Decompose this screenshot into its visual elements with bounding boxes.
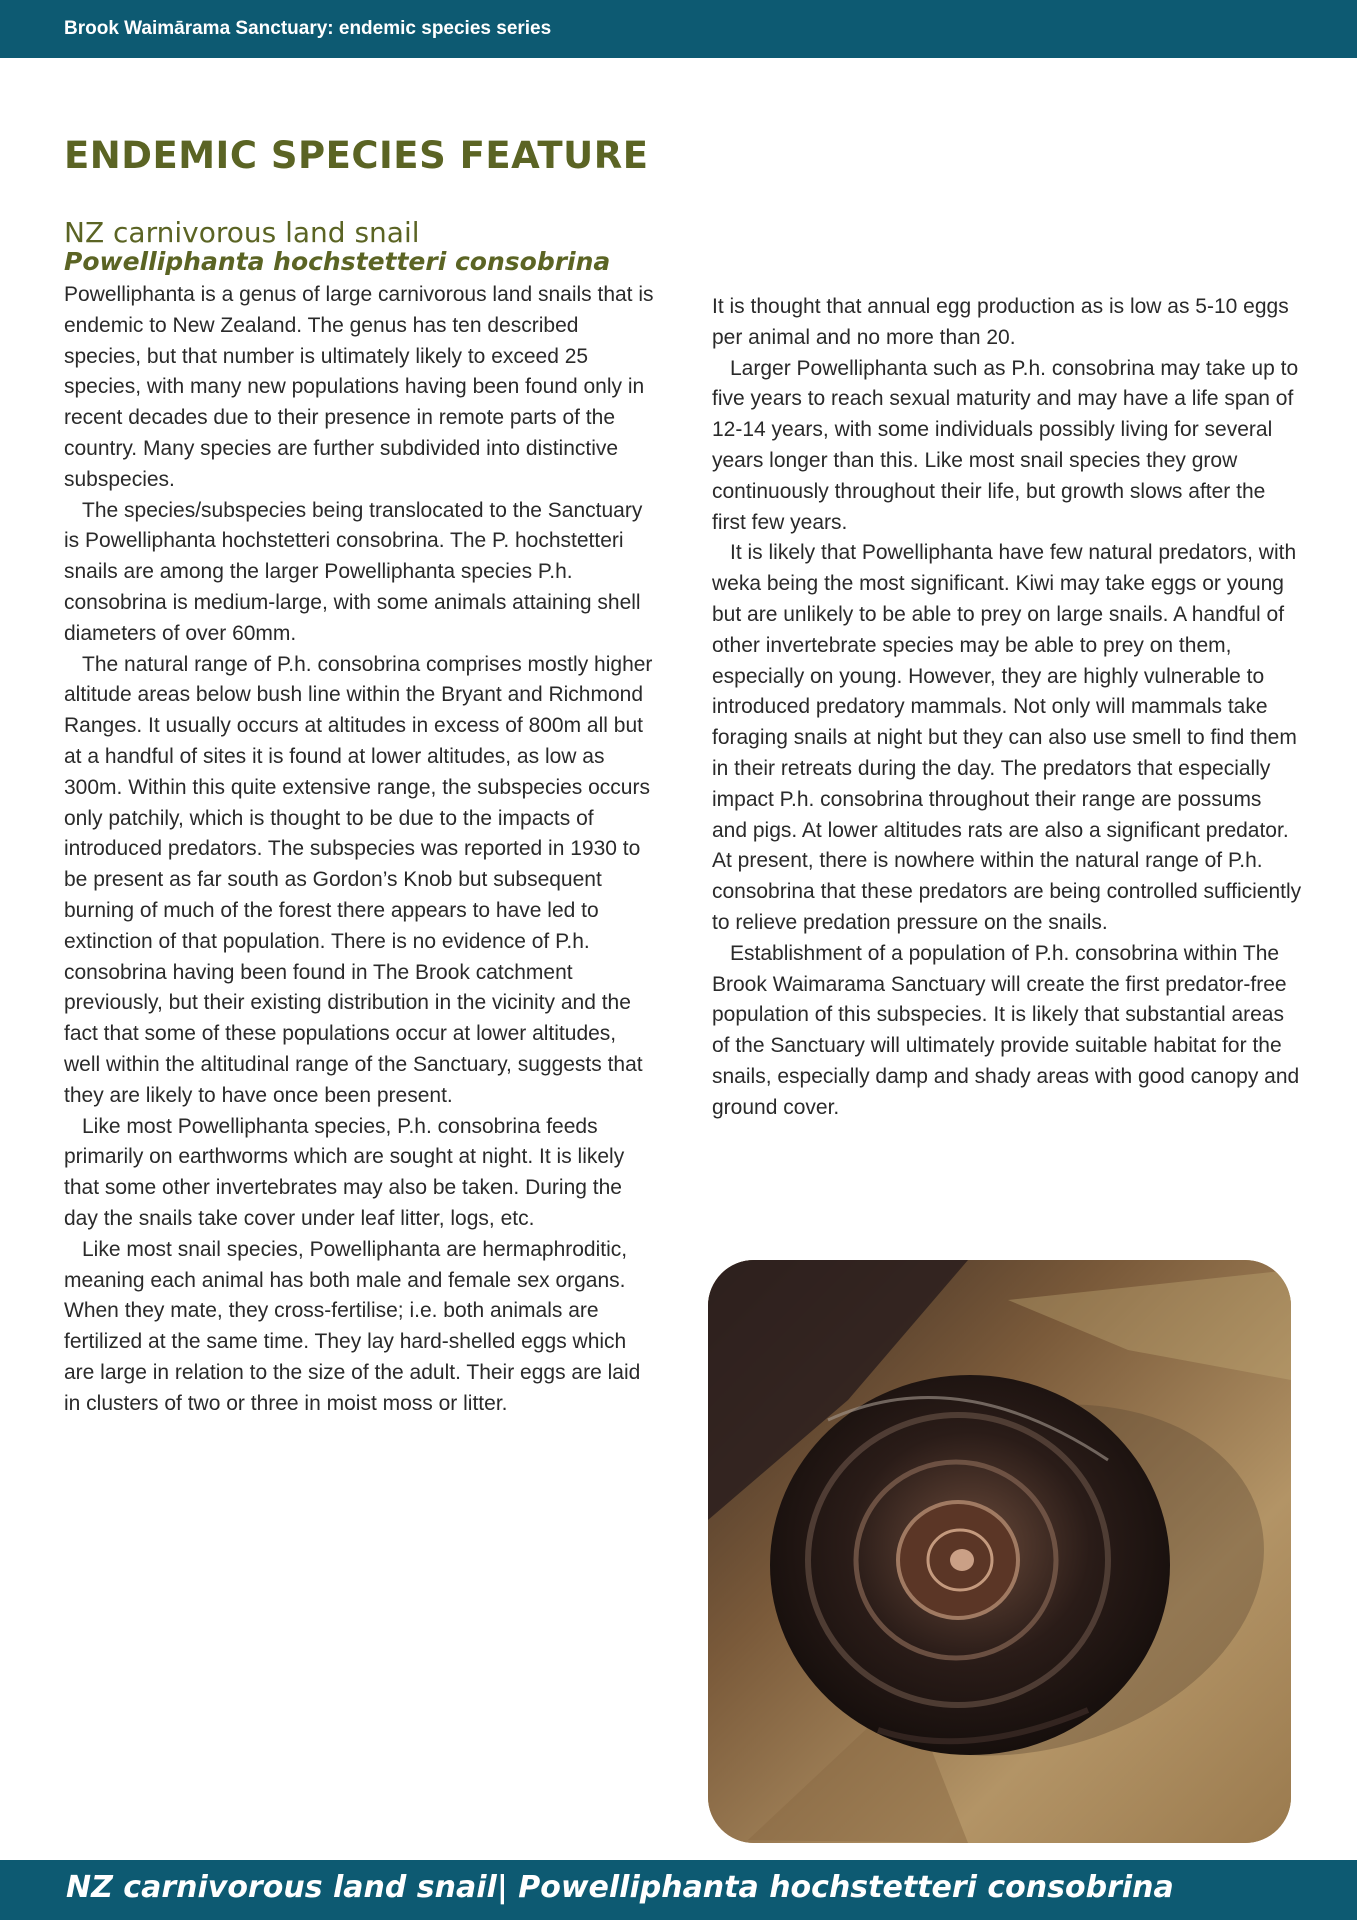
snail-photo [708,1260,1291,1843]
footer-bar [0,1860,1357,1920]
paragraph: Like most Powelliphanta species, P.h. consobrina feeds primarily on earthworms which are sought at night. It is likely that some other invertebrates may also be taken. During the day the snails take cover under leaf litter, logs, etc. [64,1114,625,1230]
species-common-name: NZ carnivorous land snail [64,216,420,249]
paragraph: The natural range of P.h. consobrina comprises mostly higher altitude areas below bush line within the Bryant and Richmond Ranges. It usually occurs at altitudes in excess of 800m all but at a handful of sites it is found at lower altitudes, as low as 300m. Within this quite extensive range, the subspecies occurs only patchily, which is thought to be due to the impacts of introduced predators. The subspecies was reported in 1930 to be present as far south as Gordon’s Knob but subsequent burning of much of the forest there appears to have led to extinction of that population. There is no evidence of P.h. consobrina having been found in The Brook catchment previously, but their existing distribution in the vicinity and the fact that some of these populations occur at lower altitudes, well within the altitudinal range of the Sanctuary, suggests that they are likely to have once been present. [64,652,653,1107]
footer-caption: NZ carnivorous land snail| Powelliphanta hochstetteri consobrina [66,1870,1174,1905]
series-title: Brook Waimārama Sanctuary: endemic species series [64,18,552,39]
paragraph: Like most snail species, Powelliphanta are hermaphroditic, meaning each animal has both male and female sex organs. When they mate, they cross-fertilise; i.e. both animals are fertilized at the same time. They lay hard-shelled eggs which are large in relation to the size of the adult. Their eggs are laid in clusters of two or three in moist moss or litter. [64,1237,641,1415]
paragraph: Larger Powelliphanta such as P.h. consobrina may take up to five years to reach sexual maturity and may have a life span of 12-14 years, with some individuals possibly living for several years longer than this. Like most snail species they grow continuously throughout their life, but growth slows after the first few years. [712,356,1299,534]
paragraph: It is likely that Powelliphanta have few natural predators, with weka being the most significant. Kiwi may take eggs or young but are unlikely to be able to prey on large snails. A handful of other invertebrate species may be able to prey on them, especially on young. However, they are highly vulnerable to introduced predatory mammals. Not only will mammals take foraging snails at night but they can also use smell to find them in their retreats during the day. The predators that especially impact P.h. consobrina throughout their range are possums and pigs. At lower altitudes rats are also a significant predator. At present, there is nowhere within the natural range of P.h. consobrina that these predators are being controlled sufficiently to relieve predation pressure on the snails. [712,541,1302,934]
species-latin-name: Powelliphanta hochstetteri consobrina [64,247,611,276]
header-bar [0,0,1357,58]
paragraph: The species/subspecies being translocated to the Sanctuary is Powelliphanta hochstetteri consobrina. The P. hochstetteri snails are among the larger Powelliphanta species P.h. consobrina is medium-large, with some animals attaining shell diameters of over 60mm. [64,498,643,645]
paragraph: It is thought that annual egg production as is low as 5-10 eggs per animal and no more than 20. [712,295,1289,349]
right-column [712,292,1302,1124]
left-column [64,280,654,1419]
paragraph: Establishment of a population of P.h. consobrina within The Brook Waimarama Sanctuary will create the first predator-free population of this subspecies. It is likely that substantial areas of the Sanctuary will ultimately provide suitable habitat for the snails, especially damp and shady areas with good canopy and ground cover. [712,941,1300,1119]
feature-heading: ENDEMIC SPECIES FEATURE [64,134,649,177]
paragraph: Powelliphanta is a genus of large carnivorous land snails that is endemic to New Zealand. The genus has ten described species, but that number is ultimately likely to exceed 25 species, with many new populations having been found only in recent decades due to their presence in remote parts of the country. Many species are further subdivided into distinctive subspecies. [64,283,654,491]
